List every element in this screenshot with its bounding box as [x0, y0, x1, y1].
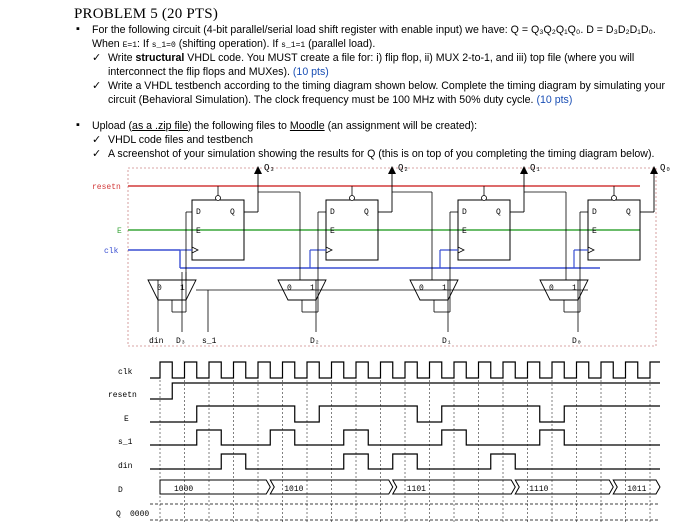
check-1: ✓ — [92, 52, 102, 64]
moodle-link[interactable]: Moodle — [289, 120, 325, 132]
timing-label-din: din — [118, 462, 133, 471]
text-sub1-cont: interconnect the flip flops and MUXes). — [108, 66, 293, 78]
ff1-d: D — [462, 208, 467, 217]
mux2-1: 1 — [310, 284, 315, 293]
resetn-label: resetn — [92, 183, 121, 192]
ff2-d: D — [330, 208, 335, 217]
bullet-1: ▪ — [76, 23, 80, 35]
ff0-d: D — [592, 208, 597, 217]
d-bus-value: 1110 — [529, 485, 549, 494]
text-s11: s_1=1 — [281, 41, 306, 50]
text-parallel: (parallel load). — [305, 38, 376, 50]
mux3-0: 0 — [157, 284, 162, 293]
d1-label: D₁ — [442, 337, 452, 346]
text-s10: s_1=0 — [151, 41, 176, 50]
timing-label-q: Q — [116, 510, 121, 519]
points-2: (10 pts) — [536, 94, 573, 106]
points-1: (10 pts) — [292, 66, 329, 78]
upload-item-1: VHDL code files and testbench — [108, 134, 254, 146]
timing-label-d: D — [118, 486, 123, 495]
q-initial-value: 0000 — [130, 510, 150, 519]
din-label: din — [149, 337, 164, 346]
text-when: When — [92, 38, 123, 50]
text-if: : If — [137, 38, 152, 50]
d-bus-value: 1011 — [627, 485, 647, 494]
ff2-e: E — [330, 227, 335, 236]
d3-label: D₃ — [176, 337, 186, 346]
mux1-0: 0 — [419, 284, 424, 293]
ff0-q: Q — [626, 208, 631, 217]
text-upload: Upload ( — [92, 120, 133, 132]
d0-label: D₀ — [572, 337, 582, 346]
ff3-q: Q — [230, 208, 235, 217]
text-upload-b: ) the following files to — [188, 120, 290, 132]
ff1-e: E — [462, 227, 467, 236]
text-structural: structural — [135, 52, 185, 64]
q0-label: Q₀ — [660, 163, 671, 173]
ff3-e: E — [196, 227, 201, 236]
problem-line-1: For the following circuit (4-bit parallel/serial load shift register with enable input) we have: Q = Q₃Q₂Q₁Q₀. D = D₃D₂D₁D₀. — [92, 24, 656, 36]
problem-title: PROBLEM 5 (20 PTS) — [74, 6, 219, 22]
text-sub2-cont: circuit (Behavioral Simulation). The clock frequency must be 100 MHz with 50% duty cycle. — [108, 94, 537, 106]
sub-item-2: Write a VHDL testbench according to the timing diagram shown below. Complete the timing diagram by simulating your — [108, 80, 666, 92]
mux0-0: 0 — [549, 284, 554, 293]
d-bus-value: 1101 — [406, 485, 426, 494]
enable-label: E — [117, 227, 122, 236]
ff0-e: E — [592, 227, 597, 236]
d-bus-value: 1000 — [174, 485, 194, 494]
check-3: ✓ — [92, 134, 102, 146]
mux2-0: 0 — [287, 284, 292, 293]
bullet-2: ▪ — [76, 119, 80, 131]
text-e1: E=1 — [122, 41, 138, 50]
text-write: Write — [108, 52, 136, 64]
text-upload-c: (an assignment will be created): — [324, 120, 478, 132]
s1-label: s_1 — [202, 337, 217, 346]
timing-label-e: E — [124, 415, 129, 424]
upload-item-2: A screenshot of your simulation showing the results for Q (this is on top of you completing the timing diagram below). — [108, 148, 655, 160]
d2-label: D₂ — [310, 337, 320, 346]
timing-label-s1: s_1 — [118, 438, 133, 447]
ff2-q: Q — [364, 208, 369, 217]
q2-label: Q₂ — [398, 163, 409, 173]
check-4: ✓ — [92, 148, 102, 160]
timing-label-resetn: resetn — [108, 391, 137, 400]
mux1-1: 1 — [442, 284, 447, 293]
mux3-1: 1 — [180, 284, 185, 293]
q1-label: Q₁ — [530, 163, 541, 173]
ff3-d: D — [196, 208, 201, 217]
zip-link[interactable]: as a .zip file — [132, 120, 188, 132]
clk-wave — [150, 362, 660, 378]
mux0-1: 1 — [572, 284, 577, 293]
text-shift: (shifting operation). If — [175, 38, 282, 50]
q3-label: Q₃ — [264, 163, 275, 173]
ff1-q: Q — [496, 208, 501, 217]
text-sub1: VHDL code. You MUST create a file for: i) flip flop, ii) MUX 2-to-1, and iii) top file (where you will — [184, 52, 635, 64]
timing-label-clk: clk — [118, 368, 133, 377]
d-bus-value: 1010 — [284, 485, 304, 494]
clk-label: clk — [104, 247, 119, 256]
check-2: ✓ — [92, 80, 102, 92]
